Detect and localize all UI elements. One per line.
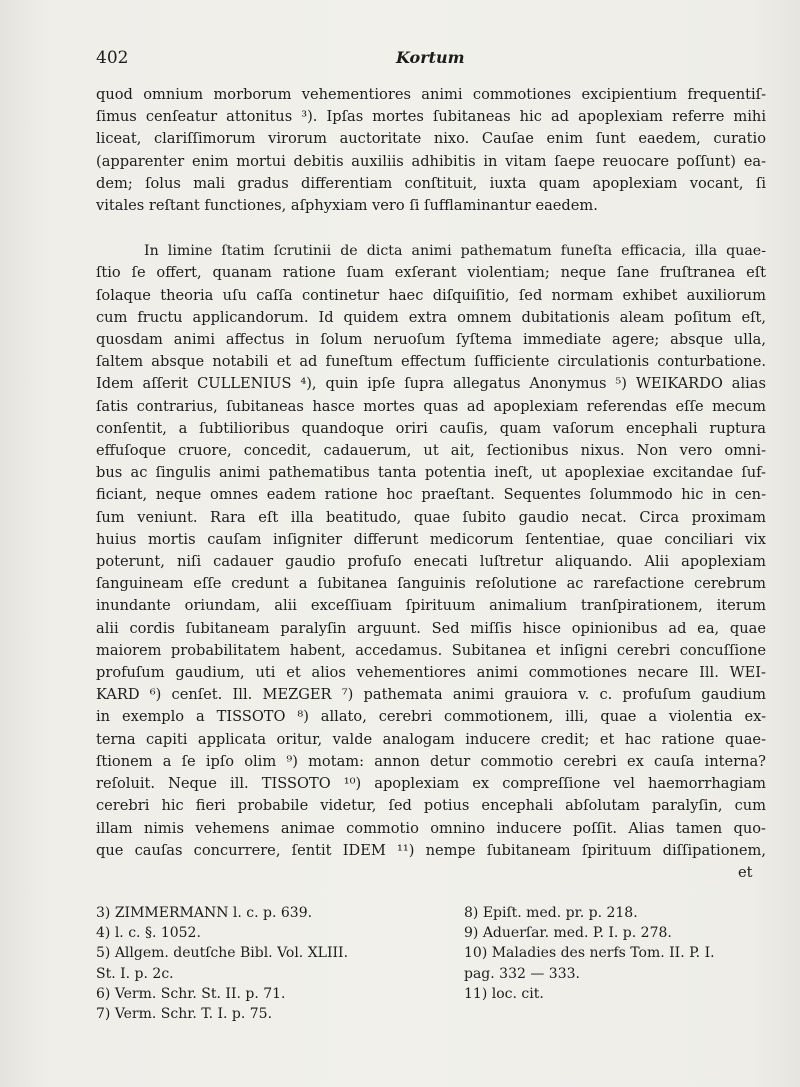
footnote: 11) loc. cit. <box>464 985 544 1002</box>
text-line: quosdam animi affectus in ſolum neruoſum ſyſtema immediate agere; absque ulla, <box>96 331 766 349</box>
text-line: ſum veniunt. Rara eſt illa beatitudo, quae ſubito gaudio necat. Circa proximam <box>96 508 766 526</box>
footnote-continuation: pag. 332 — 333. <box>464 965 580 982</box>
text-line: effuſoque cruore, concedit, cadauerum, ut ait, ſectionibus nixus. Non vero omni- <box>96 442 766 460</box>
page-number: 402 <box>96 48 129 68</box>
text-line: ſanguineam eſſe credunt a ſubitanea ſanguinis reſolutione ac rarefactione cerebrum <box>96 575 766 593</box>
catchword: et <box>738 864 753 881</box>
text-line: ſaltem absque notabili et ad funeſtum effectum ſufficiente circulationis conturbatione. <box>96 353 766 371</box>
text-line: liceat, clariſſimorum virorum auctoritate nixo. Cauſae enim ſunt eaedem, curatio <box>96 130 766 148</box>
footnotes-right-column <box>464 903 774 1004</box>
text-line: huius mortis cauſam inſigniter differunt medicorum ſententiae, quae conciliari vix <box>96 530 766 548</box>
text-line: que cauſas concurrere, ſentit IDEM ¹¹) nempe ſubitaneam ſpirituum diſſipationem, <box>96 841 766 859</box>
text-line: ſtionem a ſe ipſo olim ⁹) motam: annon detur commotio cerebri ex cauſa interna? <box>96 752 766 770</box>
text-line: cum fructu applicandorum. Id quidem extra omnem dubitationis aleam poſitum eſt, <box>96 308 766 326</box>
text-line: Idem aſſerit CULLENIUS ⁴), quin ipſe ſupra allegatus Anonymus ⁵) WEIKARDO alias <box>96 375 766 393</box>
footnotes <box>96 903 776 1033</box>
text-line: bus ac ſingulis animi pathematibus tanta potentia ineſt, ut apoplexiae excitandae ſuf- <box>96 464 766 482</box>
text-line: ſolaque theoria uſu caſſa continetur haec diſquiſitio, ſed normam exhibet auxiliorum <box>96 286 766 304</box>
paragraph-1 <box>96 84 766 217</box>
text-line: reſoluit. Neque ill. TISSOTO ¹⁰) apoplexiam ex compreſſione vel haemorrhagiam <box>96 775 766 793</box>
text-line: In limine ſtatim ſcrutinii de dicta animi pathematum funeſta efficacia, illa quae- <box>144 243 766 260</box>
text-line: ſtio ſe offert, quanam ratione ſuam exſerant violentiam; neque ſane fruſtranea eſt <box>96 264 766 282</box>
main-text <box>96 84 766 862</box>
page-header <box>96 48 756 74</box>
text-line: terna capiti applicata oritur, valde analogam inducere credit; et hac ratione quae- <box>96 730 766 748</box>
text-line: maiorem probabilitatem habent, accedamus. Subitanea et inſigni cerebri concuſſione <box>96 641 766 659</box>
footnotes-left-column <box>96 903 426 1024</box>
text-line: quod omnium morborum vehementiores animi commotiones excipientium frequentiſ- <box>96 86 766 103</box>
footnote: 9) Aduerſar. med. P. I. p. 278. <box>464 925 672 942</box>
footnote: 10) Maladies des nerfs Tom. II. P. I. <box>464 945 715 962</box>
text-line: dem; ſolus mali gradus differentiam conſtituit, iuxta quam apoplexiam vocant, ſi <box>96 174 766 192</box>
footnote: 6) Verm. Schr. St. II. p. 71. <box>96 985 286 1002</box>
text-line: poterunt, niſi cadauer gaudio profuſo enecati luſtretur aliquando. Alii apoplexiam <box>96 553 766 571</box>
text-line: conſentit, a ſubtilioribus quandoque oriri cauſis, quam vaſorum encephali ruptura <box>96 419 766 437</box>
text-line: KARD ⁶) cenſet. Ill. MEZGER ⁷) pathemata animi grauiora v. c. profuſum gaudium <box>96 686 766 704</box>
text-line: vitales reſtant functiones, aſphyxiam vero ſi ſufflaminantur eaedem. <box>96 197 598 215</box>
text-line: ficiant, neque omnes eadem ratione hoc praeſtant. Sequentes ſolummodo hic in cen- <box>96 486 766 504</box>
text-line: alii cordis ſubitaneam paralyſin arguunt. Sed miſſis hisce opinionibus ad ea, quae <box>96 619 766 637</box>
text-line: in exemplo a TISSOTO ⁸) allato, cerebri commotionem, illi, quae a violentia ex- <box>96 708 766 726</box>
running-head: Kortum <box>396 48 465 67</box>
text-line: ſimus cenſeatur attonitus ³). Ipſas mortes ſubitaneas hic ad apoplexiam referre mihi <box>96 108 766 126</box>
text-line: profuſum gaudium, uti et alios vehementiores animi commotiones necare Ill. WEI- <box>96 664 766 682</box>
footnote-continuation: St. I. p. 2c. <box>96 965 174 982</box>
text-line: (apparenter enim mortui debitis auxiliis adhibitis in vitam ſaepe reuocare poſſunt) ea- <box>96 152 766 170</box>
footnote: 3) ZIMMERMANN l. c. p. 639. <box>96 905 313 921</box>
footnote: 8) Epiſt. med. pr. p. 218. <box>464 905 638 921</box>
footnote: 4) l. c. §. 1052. <box>96 925 201 942</box>
text-line: ſatis contrarius, ſubitaneas hasce mortes quas ad apoplexiam referendas eſſe mecum <box>96 397 766 415</box>
footnote: 7) Verm. Schr. T. I. p. 75. <box>96 1006 273 1023</box>
footnote: 5) Allgem. deutſche Bibl. Vol. XLIII. <box>96 945 349 962</box>
paragraph-2 <box>96 240 766 862</box>
text-line: inundante oriundam, alii exceſſiuam ſpirituum animalium tranſpirationem, iterum <box>96 597 766 615</box>
text-line: illam nimis vehemens animae commotio omnino inducere poſſit. Alias tamen quo- <box>96 819 766 837</box>
text-line: cerebri hic fieri probabile videtur, ſed potius encephali abſolutam paralyſin, cum <box>96 797 766 815</box>
